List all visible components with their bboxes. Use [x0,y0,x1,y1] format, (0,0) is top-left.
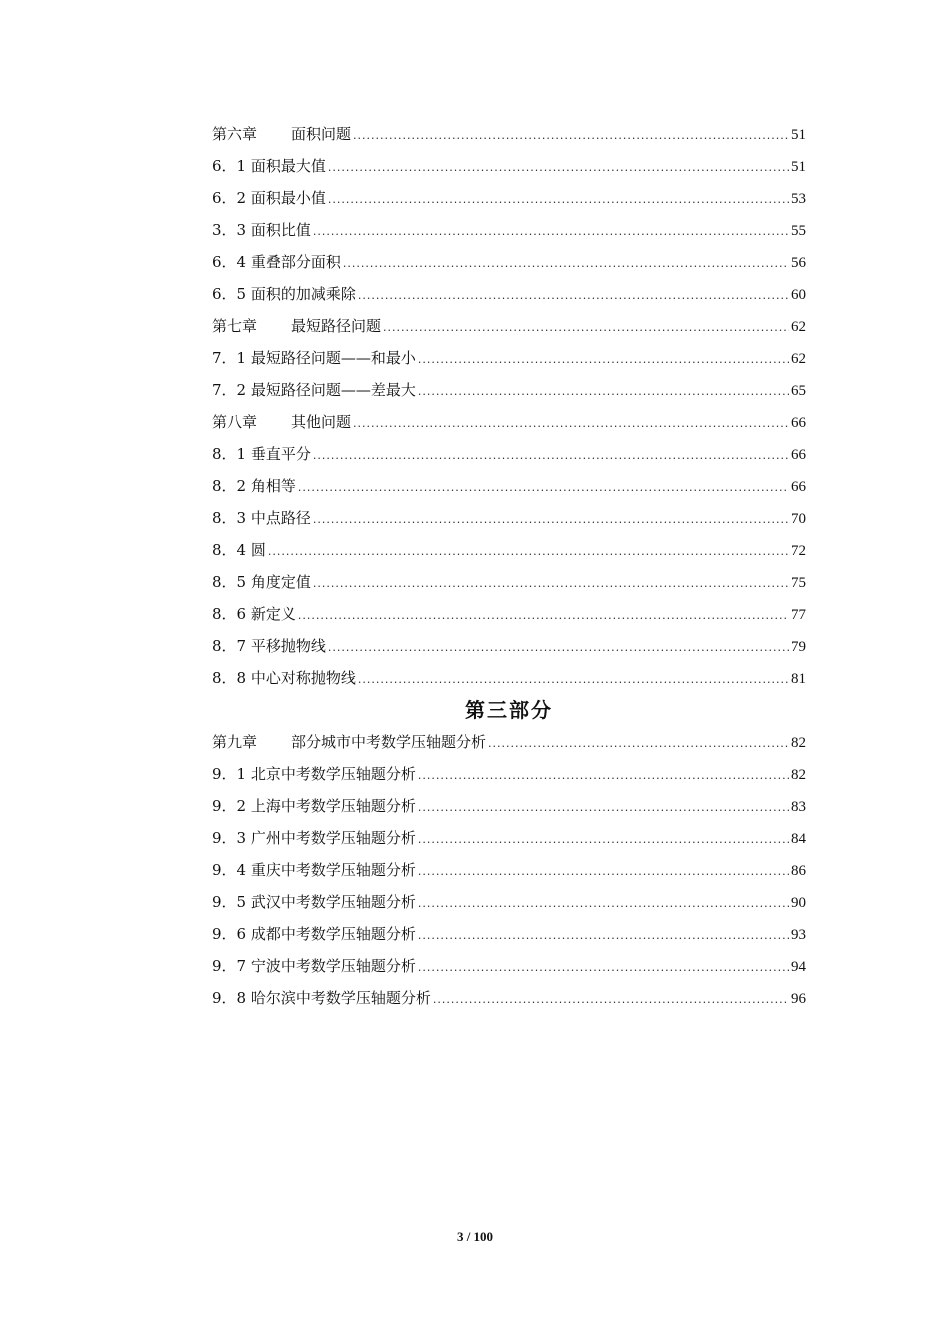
toc-entry-page-number: 90 [791,895,806,911]
toc-entry-label: 9．6 成都中考数学压轴题分析 [212,925,416,943]
toc-entry-title [212,790,416,822]
dot-leader [418,376,789,408]
toc-entry-title [212,886,416,918]
toc-entry-title [212,182,326,214]
toc-entry-page-number: 56 [791,255,806,271]
toc-entry-title [212,598,296,630]
toc-entry-title [212,566,311,598]
toc-entry-title [212,534,266,566]
dot-leader [353,120,789,152]
toc-group-part-two [212,118,806,694]
toc-entry-page-number: 51 [791,127,806,143]
toc-entry-label: 9．5 武汉中考数学压轴题分析 [212,893,416,911]
toc-entry[interactable] [212,566,806,598]
dot-leader [418,824,789,856]
toc-entry-title [212,342,416,374]
toc-entry-title [212,214,311,246]
toc-entry-title [212,822,416,854]
toc-entry-title [212,950,416,982]
section-heading: 第三部分 [465,698,553,722]
dot-leader [358,280,789,312]
toc-entry[interactable] [212,950,806,982]
toc-entry-title [212,854,416,886]
toc-entry[interactable] [212,374,806,406]
toc-entry-label: 9．4 重庆中考数学压轴题分析 [212,861,416,879]
toc-entry-page-number: 66 [791,415,806,431]
dot-leader [313,504,789,536]
toc-entry-label: 第六章 [212,125,258,143]
toc-entry-chapter-name: 最短路径问题 [291,317,382,335]
toc-entry[interactable] [212,918,806,950]
toc-entry-title [212,982,431,1014]
toc-entry-label: 9．2 上海中考数学压轴题分析 [212,797,416,815]
dot-leader [418,344,789,376]
toc-entry-page-number: 93 [791,927,806,943]
toc-entry-label: 8．5 角度定值 [212,573,311,591]
toc-entry-page-number: 66 [791,447,806,463]
toc-entry[interactable] [212,182,806,214]
toc-entry-label: 8．7 平移抛物线 [212,637,326,655]
toc-entry-label: 9．3 广州中考数学压轴题分析 [212,829,416,847]
dot-leader [328,152,789,184]
page-number: 3 / 100 [456,1229,494,1244]
dot-leader [313,440,789,472]
toc-entry-label: 6．2 面积最小值 [212,189,326,207]
toc-entry-label: 9．1 北京中考数学压轴题分析 [212,765,416,783]
toc-entry[interactable] [212,534,806,566]
toc-entry[interactable] [212,822,806,854]
toc-entry[interactable] [212,630,806,662]
toc-entry-title [212,246,341,278]
toc-entry-page-number: 75 [791,575,806,591]
dot-leader [313,568,789,600]
dot-leader [418,856,789,888]
dot-leader [313,216,789,248]
toc-entry-label: 7．1 最短路径问题——和最小 [212,349,416,367]
dot-leader [358,664,789,696]
toc-entry-label: 第八章 [212,413,258,431]
toc-entry[interactable] [212,854,806,886]
toc-entry-label: 8．4 圆 [212,541,266,559]
toc-entry-title [212,662,356,694]
toc-entry-title [212,118,351,150]
toc-entry-chapter-name: 面积问题 [291,125,352,143]
dot-leader [328,184,789,216]
toc-entry-title [212,726,486,758]
toc-entry-label: 8．1 垂直平分 [212,445,311,463]
dot-leader [418,952,789,984]
toc-entry-title [212,758,416,790]
toc-entry[interactable] [212,118,806,150]
toc-entry-page-number: 82 [791,767,806,783]
toc-entry-chapter-name: 部分城市中考数学压轴题分析 [291,733,487,751]
toc-entry-page-number: 82 [791,735,806,751]
dot-leader [418,792,789,824]
toc-entry-label: 9．8 哈尔滨中考数学压轴题分析 [212,989,431,1007]
toc-group-part-three [212,726,806,1014]
toc-entry-page-number: 55 [791,223,806,239]
toc-entry-label: 9．7 宁波中考数学压轴题分析 [212,957,416,975]
toc-entry-title [212,918,416,950]
toc-entry[interactable] [212,662,806,694]
toc-entry-label: 第七章 [212,317,258,335]
toc-entry-chapter-name: 其他问题 [291,413,352,431]
toc-entry-title [212,310,381,342]
toc-entry[interactable] [212,246,806,278]
toc-entry[interactable] [212,214,806,246]
toc-entry-page-number: 72 [791,543,806,559]
toc-entry-page-number: 53 [791,191,806,207]
dot-leader [343,248,789,280]
dot-leader [353,408,789,440]
toc-entry[interactable] [212,438,806,470]
dot-leader [418,760,789,792]
dot-leader [418,920,789,952]
dot-leader [383,312,789,344]
toc-entry[interactable] [212,726,806,758]
toc-entry-title [212,630,326,662]
toc-entry[interactable] [212,790,806,822]
toc-entry-title [212,438,311,470]
toc-entry[interactable] [212,342,806,374]
toc-entry-page-number: 62 [791,319,806,335]
toc-entry-page-number: 86 [791,863,806,879]
toc-entry[interactable] [212,598,806,630]
toc-entry[interactable] [212,150,806,182]
toc-entry[interactable] [212,470,806,502]
toc-entry-page-number: 79 [791,639,806,655]
toc-entry[interactable] [212,758,806,790]
toc-entry-label: 8．2 角相等 [212,477,296,495]
dot-leader [488,728,789,760]
toc-entry[interactable] [212,406,806,438]
toc-entry-page-number: 62 [791,351,806,367]
toc-entry[interactable] [212,502,806,534]
toc-entry-label: 8．3 中点路径 [212,509,311,527]
toc-entry-title [212,278,356,310]
toc-entry-label: 3．3 面积比值 [212,221,311,239]
toc-entry-label: 6．1 面积最大值 [212,157,326,175]
toc-entry-label: 8．6 新定义 [212,605,296,623]
toc-entry-page-number: 84 [791,831,806,847]
toc-entry[interactable] [212,982,806,1014]
toc-entry-page-number: 83 [791,799,806,815]
toc-entry-label: 8．8 中心对称抛物线 [212,669,356,687]
dot-leader [268,536,789,568]
toc-entry-label: 7．2 最短路径问题——差最大 [212,381,416,399]
toc-entry[interactable] [212,886,806,918]
toc-entry-title [212,470,296,502]
toc-entry-page-number: 94 [791,959,806,975]
toc-entry-label: 第九章 [212,733,258,751]
toc-entry-label: 6．5 面积的加减乘除 [212,285,356,303]
toc-entry[interactable] [212,278,806,310]
dot-leader [433,984,789,1016]
dot-leader [298,600,789,632]
toc-entry-page-number: 77 [791,607,806,623]
toc-entry-title [212,374,416,406]
toc-entry-page-number: 60 [791,287,806,303]
toc-entry-title [212,502,311,534]
dot-leader [328,632,789,664]
dot-leader [418,888,789,920]
table-of-contents [212,118,806,1014]
toc-entry-page-number: 66 [791,479,806,495]
toc-entry-page-number: 81 [791,671,806,687]
toc-entry-page-number: 70 [791,511,806,527]
toc-entry-page-number: 51 [791,159,806,175]
toc-entry-label: 6．4 重叠部分面积 [212,253,341,271]
toc-entry-title [212,406,351,438]
toc-entry[interactable] [212,310,806,342]
dot-leader [298,472,789,504]
toc-entry-title [212,150,326,182]
toc-entry-page-number: 96 [791,991,806,1007]
toc-entry-page-number: 65 [791,383,806,399]
